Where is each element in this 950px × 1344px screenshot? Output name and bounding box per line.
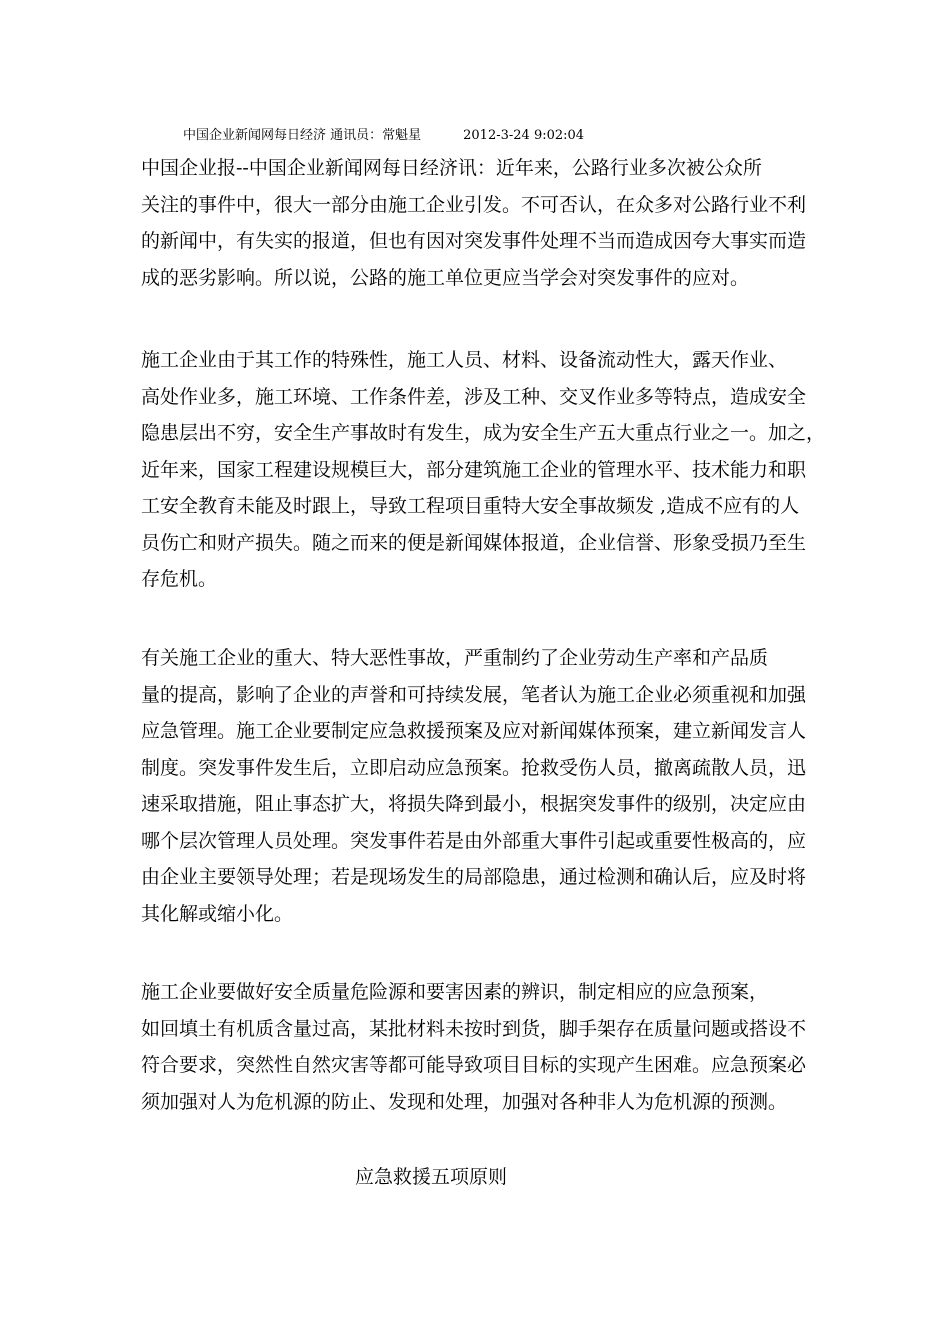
paragraph-line: 存危机。 (141, 568, 218, 590)
paragraph-line: 应急管理。施工企业要制定应急救援预案及应对新闻媒体预案，建立新闻发言人 (141, 720, 807, 742)
paragraph-intro (141, 150, 811, 296)
section-heading: 应急救援五项原则 (355, 1166, 508, 1188)
paragraph-line: 的新闻中，有失实的报道，但也有因对突发事件处理不当而造成因夸大事实而造 (141, 230, 807, 252)
paragraph-line: 工安全教育未能及时跟上，导致工程项目重特大安全事故频发 ,造成不应有的人 (141, 495, 800, 517)
paragraph-line: 符合要求，突然性自然灾害等都可能导致项目目标的实现产生困难。应急预案必 (141, 1054, 807, 1076)
paragraph-line: 如回填土有机质含量过高，某批材料未按时到货，脚手架存在质量问题或搭设不 (141, 1017, 807, 1040)
paragraph-line: 其化解或缩小化。 (141, 902, 294, 925)
paragraph-line: 近年来，国家工程建设规模巨大，部分建筑施工企业的管理水平、技术能力和职 (141, 458, 807, 481)
paragraph-line: 须加强对人为危机源的防止、发现和处理，加强对各种非人为危机源的预测。 (141, 1090, 788, 1113)
paragraph-line: 速采取措施，阻止事态扩大，将损失降到最小，根据突发事件的级别，决定应由 (141, 793, 807, 815)
paragraph-line: 哪个层次管理人员处理。突发事件若是由外部重大事件引起或重要性极高的，应 (141, 829, 807, 852)
paragraph-line: 量的提高，影响了企业的声誉和可持续发展，笔者认为施工企业必须重视和加强 (141, 683, 807, 706)
paragraph-line: 高处作业多，施工环境、工作条件差，涉及工种、交叉作业多等特点，造成安全 (141, 385, 807, 408)
article-byline (183, 127, 584, 145)
paragraph-industry-risk (141, 342, 826, 598)
paragraph-line: 关注的事件中，很大一部分由施工企业引发。不可否认，在众多对公路行业不利 (141, 193, 807, 216)
paragraph-line: 施工企业要做好安全质量危险源和要害因素的辨识，制定相应的应急预案， (141, 981, 769, 1003)
paragraph-line: 中国企业报--中国企业新闻网每日经济讯：近年来，公路行业多次被公众所 (141, 157, 762, 179)
paragraph-line: 员伤亡和财产损失。随之而来的便是新闻媒体报道，企业信誉、形象受损乃至生 (141, 531, 807, 554)
paragraph-line: 成的恶劣影响。所以说，公路的施工单位更应当学会对突发事件的应对。 (141, 266, 750, 289)
paragraph-line: 隐患层出不穷，安全生产事故时有发生，成为安全生产五大重点行业之一。加之， (141, 422, 826, 444)
paragraph-line: 施工企业由于其工作的特殊性，施工人员、材料、设备流动性大，露天作业、 (141, 349, 788, 371)
paragraph-hazard-identification (141, 974, 811, 1120)
paragraph-emergency-management (141, 640, 811, 932)
paragraph-line: 由企业主要领导处理；若是现场发生的局部隐患，通过检测和确认后，应及时将 (141, 866, 807, 888)
paragraph-line: 有关施工企业的重大、特大恶性事故，严重制约了企业劳动生产率和产品质 (141, 647, 769, 669)
byline-date: 2012-3-24 9:02:04 (463, 128, 585, 143)
byline-source: 中国企业新闻网每日经济 通讯员：常魁星 (183, 128, 422, 143)
paragraph-line: 制度。突发事件发生后，立即启动应急预案。抢救受伤人员，撤离疏散人员，迅 (141, 756, 807, 779)
